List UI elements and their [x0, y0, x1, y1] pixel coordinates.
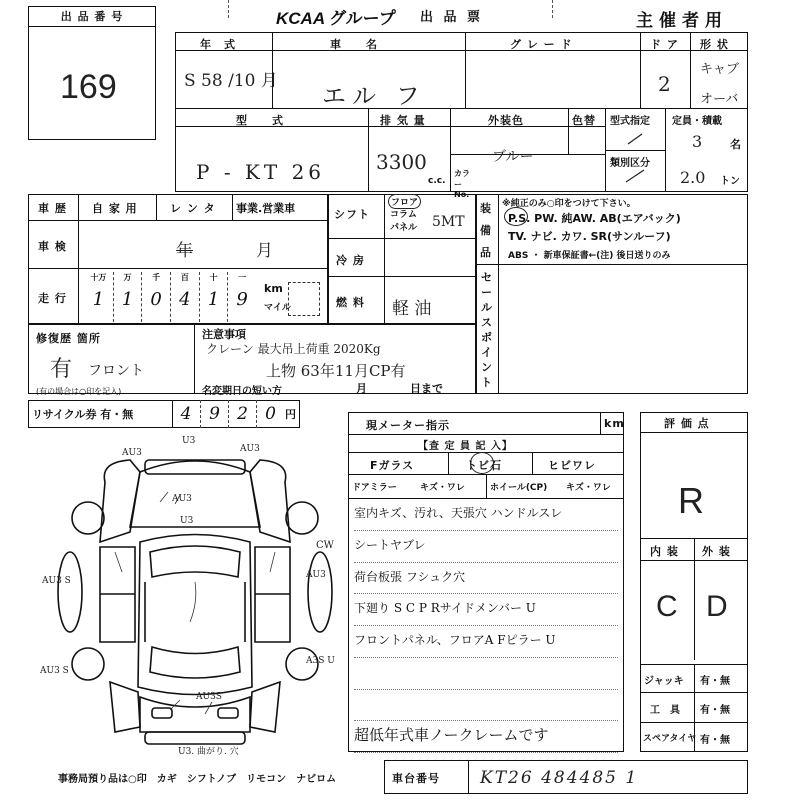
expiry-day-label: 日まで — [410, 382, 443, 395]
lot-number: 169 — [60, 68, 117, 106]
office-note: 事務局預り品は○印 カギ シフトノブ リモコン ナビロム — [58, 774, 337, 785]
brand-logo — [276, 4, 396, 29]
expiry-month-label: 月 — [356, 382, 368, 395]
repair-note: (有の場合は○印を記入) — [36, 387, 122, 396]
recycle-amount — [172, 400, 284, 428]
mark-right-rear: A3S U — [306, 656, 335, 666]
doors-label: ド ア — [650, 38, 679, 51]
inspector-header: 【査 定 員 記 入】 — [418, 441, 513, 452]
organizer-label: 主催者用 — [636, 11, 728, 31]
wheel-options: キズ・ワレ — [566, 483, 611, 493]
shape-value-1: キャブ — [700, 62, 740, 77]
fuel-value: 軽 油 — [392, 299, 432, 319]
inspection-note-line: シートヤブレ — [354, 530, 618, 563]
recycle-digit: 0 — [256, 400, 284, 428]
recycle-label: リサイクル券 有・無 — [32, 408, 134, 421]
odometer-digit: 0 — [150, 289, 162, 310]
inspection-note-line: 超低年式車ノークレームです — [354, 720, 618, 753]
displacement-value: 3300 — [376, 150, 427, 174]
model-value: P - KT 26 — [196, 160, 326, 184]
odometer-place-label: 万 — [123, 273, 132, 282]
recycle-digit: 9 — [200, 400, 228, 428]
type-designation-label: 型式指定 — [610, 116, 650, 127]
stone-chip-label: トビ石 — [466, 459, 502, 472]
mark-front-right: AU3 — [240, 444, 260, 454]
color-change-label: 色替 — [572, 114, 596, 127]
mark-rear-center: AU3S — [196, 692, 222, 702]
history-option-private[interactable]: 自 家 用 — [92, 202, 138, 215]
exterior-value: D — [706, 590, 728, 623]
inspection-note-line: 下廻り S C P Rサイドメンバー U — [354, 593, 618, 626]
strike-marks — [608, 120, 664, 190]
capacity-load-unit: トン — [720, 176, 740, 187]
caution-line-1: クレーン 最大吊上荷重 2020Kg — [206, 342, 381, 356]
recycle-digit: 4 — [180, 404, 192, 424]
door-mirror-options: キズ・ワレ — [420, 483, 465, 493]
shape-value-2: オーバ — [700, 92, 739, 107]
lot-number-label: 出 品 番 号 — [60, 10, 124, 23]
mark-hood: AU3 — [172, 494, 192, 504]
odometer-digit-cell — [141, 272, 170, 322]
shift-label: シフト — [334, 208, 370, 221]
car-name-label: 車 名 — [330, 38, 378, 51]
odometer-digit: 1 — [207, 289, 220, 310]
vehicle-diagram — [40, 432, 340, 762]
tools-options: 有・無 — [700, 705, 730, 716]
jack-label: ジャッキ — [644, 676, 684, 687]
inspection-label: 車 検 — [38, 240, 67, 253]
interior-label: 内 装 — [650, 545, 679, 558]
glass-label: Fガラス — [370, 459, 415, 472]
year-label: 年 式 — [200, 38, 236, 51]
wheel-label: ホイール(CP) — [490, 483, 548, 493]
year-value: S 58 /10 月 — [184, 71, 278, 91]
repair-value: 有 — [50, 357, 73, 382]
odometer-place-label: 千 — [152, 273, 161, 282]
brand-group: グループ — [329, 9, 396, 28]
shift-column[interactable]: コラム — [390, 210, 417, 220]
inspection-note-line: フロントパネル、フロアA Fピラー U — [354, 625, 618, 658]
mileage-label: 走 行 — [38, 292, 67, 305]
mark-front-center: U3 — [182, 436, 196, 446]
odometer-place-label: 百 — [180, 273, 189, 282]
capacity-label: 定員・積載 — [672, 116, 722, 127]
spare-tire-label: スペアタイヤ — [643, 734, 697, 744]
interior-value: C — [656, 590, 678, 623]
doors-value: 2 — [658, 72, 671, 96]
jack-options: 有・無 — [700, 676, 730, 687]
equipment-line-2: TV. ナビ. カワ. SR(サンルーフ) — [508, 230, 671, 243]
equipment-note: ※純正のみ○印をつけて下さい。 — [502, 199, 636, 209]
odometer-place-label: 十万 — [90, 273, 107, 282]
mark-hood-2: U3 — [180, 516, 194, 526]
equipment-line-3: ABS ・ 新車保証書←(注) 後日送りのみ — [508, 251, 671, 261]
exterior-label: 外 装 — [702, 545, 731, 558]
history-label: 車 歴 — [38, 202, 67, 215]
model-label: 型 式 — [236, 114, 284, 127]
recycle-digit: 2 — [228, 400, 256, 428]
rating-label: 評 価 点 — [664, 417, 710, 430]
sheet-title: 出 品 票 — [420, 10, 484, 25]
chassis-label: 車台番号 — [392, 772, 440, 785]
odometer — [84, 272, 256, 322]
odometer-digit-cell — [113, 272, 142, 322]
spare-tire-options: 有・無 — [700, 735, 730, 746]
tools-label: 工 具 — [650, 705, 680, 716]
odometer-digit: 4 — [179, 289, 191, 310]
fuel-label: 燃 料 — [336, 296, 365, 309]
odometer-place-label: 一 — [238, 273, 247, 282]
mark-rear-bottom: U3. 曲がり. 穴 — [178, 747, 239, 757]
mark-left-rear: AU3 S — [40, 666, 69, 676]
grade-label: グ レ ー ド — [510, 38, 573, 51]
mark-front-left: AU3 — [122, 448, 142, 458]
history-option-rental[interactable]: レ ン タ — [170, 202, 216, 215]
inspection-note-lines — [348, 498, 624, 752]
ac-label: 冷 房 — [336, 254, 365, 267]
rating-value: R — [678, 480, 704, 521]
color-no-label: カラー No. — [454, 169, 470, 199]
repair-label: 修復歴 箇所 — [36, 332, 101, 345]
chassis-value: KT26 484485 1 — [480, 768, 639, 788]
inspection-note-line — [354, 657, 618, 690]
class-label: 類別区分 — [610, 158, 650, 169]
mark-right-side: CW — [316, 540, 334, 551]
repair-location: フロント — [88, 363, 144, 379]
history-option-commercial[interactable]: 事業.営業車 — [236, 202, 296, 215]
sales-point-label: セールスポイント — [481, 271, 493, 389]
shift-value: 5MT — [432, 214, 465, 230]
odometer-digit: 1 — [92, 289, 105, 310]
odometer-digit-cell — [199, 272, 228, 322]
caution-label: 注意事項 — [202, 328, 246, 341]
odometer-digit: 1 — [121, 289, 134, 310]
crack-label: ヒビワレ — [548, 459, 596, 472]
displacement-label: 排 気 量 — [380, 114, 426, 127]
meter-label: 現メーター指示 — [366, 419, 450, 432]
inspection-note-line — [354, 689, 618, 722]
brand-name: KCAA — [276, 9, 326, 28]
recycle-unit: 円 — [285, 408, 297, 421]
capacity-people-unit: 名 — [730, 138, 742, 151]
mile-label: マイル — [264, 303, 291, 313]
color-value: ブルー — [492, 149, 534, 165]
odometer-digit: 9 — [236, 289, 248, 310]
mark-left-side: AU3 S — [42, 576, 71, 586]
shift-panel[interactable]: パネル — [390, 223, 418, 233]
odometer-digit-cell — [170, 272, 199, 322]
odometer-place-label: 十 — [209, 273, 218, 282]
odometer-digit-cell — [84, 272, 113, 322]
inspection-year: 年 — [176, 241, 193, 261]
capacity-people: 3 — [692, 132, 703, 151]
door-mirror-label: ドアミラー — [352, 483, 397, 493]
capacity-load: 2.0 — [680, 168, 706, 187]
short-expiry-label: 名変期日の短い方 — [202, 386, 282, 397]
displacement-unit: c.c. — [428, 176, 446, 186]
equipment-label: 装 備 品 — [480, 202, 492, 259]
color-label: 外装色 — [488, 114, 524, 127]
caution-line-2: 上物 63年11月CP有 — [266, 362, 406, 380]
shift-floor[interactable]: フロア — [388, 194, 421, 209]
car-name-value: エル フ — [322, 82, 426, 110]
shape-label: 形 状 — [700, 38, 729, 51]
meter-unit: km — [604, 417, 625, 430]
inspection-note-line: 荷台板張 フシュク穴 — [354, 562, 618, 595]
inspection-note-line: 室内キズ、汚れ、天張穴 ハンドルスレ — [354, 498, 618, 531]
equipment-line-1: P.S. PW. 純AW. AB(エアバック) — [508, 212, 681, 225]
odometer-digit-cell — [227, 272, 256, 322]
inspection-month: 月 — [256, 241, 273, 261]
mark-right-side-2: AU3 — [306, 570, 326, 580]
km-label: km — [264, 282, 283, 295]
